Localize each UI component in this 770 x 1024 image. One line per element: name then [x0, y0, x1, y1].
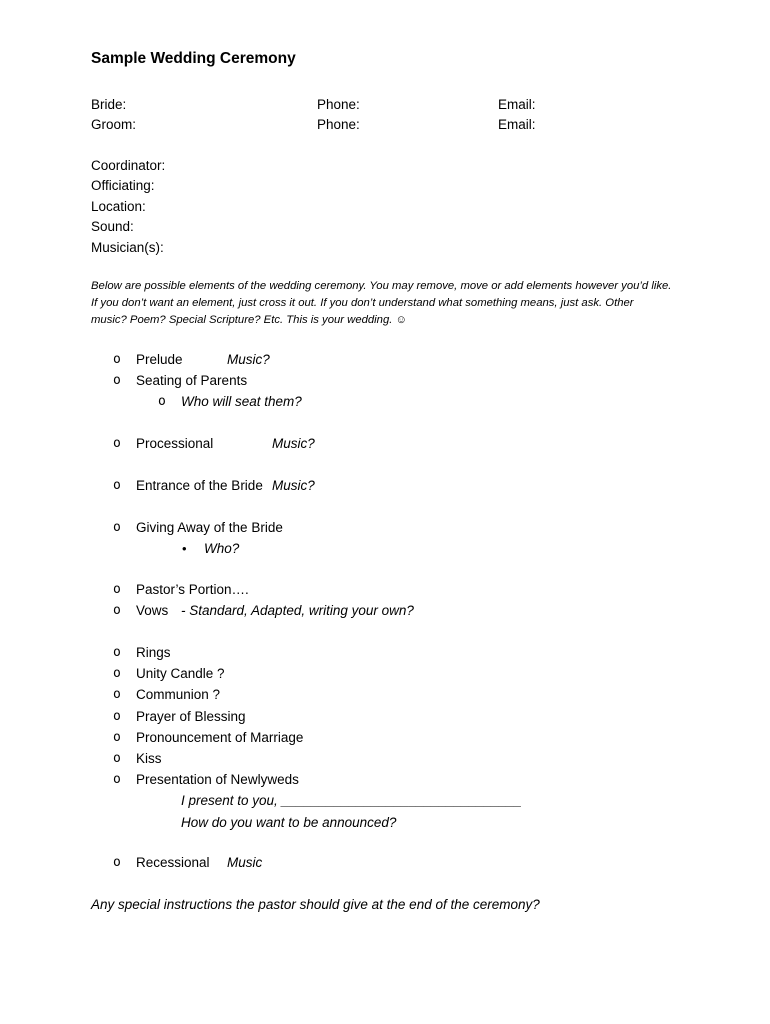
- musicians-label: Musician(s):: [91, 240, 164, 255]
- element-seating-of-parents: Seating of Parents: [136, 373, 248, 388]
- recessional-note: Music: [227, 855, 263, 870]
- bullet-unity-candle: o: [113, 666, 121, 681]
- bullet-prayer: o: [113, 709, 121, 724]
- processional-note: Music?: [272, 436, 315, 451]
- presentation-line-2: How do you want to be announced?: [181, 815, 397, 830]
- bullet-rings: o: [113, 645, 121, 660]
- groom-email-label: Email:: [498, 117, 536, 132]
- element-prelude: Prelude: [136, 352, 183, 367]
- element-presentation: Presentation of Newlyweds: [136, 772, 299, 787]
- element-recessional: Recessional: [136, 855, 210, 870]
- bullet-processional: o: [113, 436, 121, 451]
- vows-note: - Standard, Adapted, writing your own?: [181, 603, 414, 618]
- sub-dot-giving-away: •: [182, 541, 187, 556]
- bullet-pronouncement: o: [113, 730, 121, 745]
- bullet-presentation: o: [113, 772, 121, 787]
- bullet-pastors-portion: o: [113, 582, 121, 597]
- bride-email-label: Email:: [498, 97, 536, 112]
- intro-line-1: Below are possible elements of the wedding ceremony. You may remove, move or add elements however you’d like.: [91, 280, 672, 292]
- intro-line-3: [91, 315, 407, 326]
- bullet-entrance: o: [113, 478, 121, 493]
- seating-sub-note: Who will seat them?: [181, 394, 302, 409]
- element-communion: Communion ?: [136, 687, 221, 702]
- smiley-icon: ☺: [395, 314, 408, 326]
- element-giving-away: Giving Away of the Bride: [136, 520, 283, 535]
- bullet-vows: o: [113, 603, 121, 618]
- element-unity-candle: Unity Candle ?: [136, 666, 225, 681]
- bullet-seating: o: [113, 373, 121, 388]
- bride-phone-label: Phone:: [317, 97, 360, 112]
- intro-line-3-text: music? Poem? Special Scripture? Etc. This is your wedding.: [91, 314, 393, 326]
- giving-away-sub-note: Who?: [204, 541, 240, 556]
- element-vows: Vows: [136, 603, 169, 618]
- element-pronouncement: Pronouncement of Marriage: [136, 730, 304, 745]
- bullet-giving-away: o: [113, 520, 121, 535]
- element-prayer-of-blessing: Prayer of Blessing: [136, 709, 246, 724]
- element-kiss: Kiss: [136, 751, 162, 766]
- element-pastors-portion: Pastor’s Portion….: [136, 582, 249, 597]
- bullet-prelude: o: [113, 352, 121, 367]
- bullet-kiss: o: [113, 751, 121, 766]
- element-processional: Processional: [136, 436, 214, 451]
- element-rings: Rings: [136, 645, 171, 660]
- entrance-note: Music?: [272, 478, 315, 493]
- element-entrance-of-bride: Entrance of the Bride: [136, 478, 263, 493]
- page-title: Sample Wedding Ceremony: [91, 50, 296, 67]
- officiating-label: Officiating:: [91, 178, 155, 193]
- prelude-note: Music?: [227, 352, 270, 367]
- intro-line-2: If you don’t want an element, just cross it out. If you don’t understand what something means, just ask. Other: [91, 297, 634, 309]
- closing-question: Any special instructions the pastor should give at the end of the ceremony?: [91, 897, 540, 912]
- sound-label: Sound:: [91, 219, 134, 234]
- bullet-recessional: o: [113, 855, 121, 870]
- bullet-communion: o: [113, 687, 121, 702]
- presentation-line-1: I present to you, ________________________________: [181, 793, 522, 808]
- groom-phone-label: Phone:: [317, 117, 360, 132]
- location-label: Location:: [91, 199, 146, 214]
- groom-label: Groom:: [91, 117, 137, 132]
- coordinator-label: Coordinator:: [91, 158, 166, 173]
- bride-label: Bride:: [91, 97, 127, 112]
- sub-bullet-seating: o: [158, 394, 166, 409]
